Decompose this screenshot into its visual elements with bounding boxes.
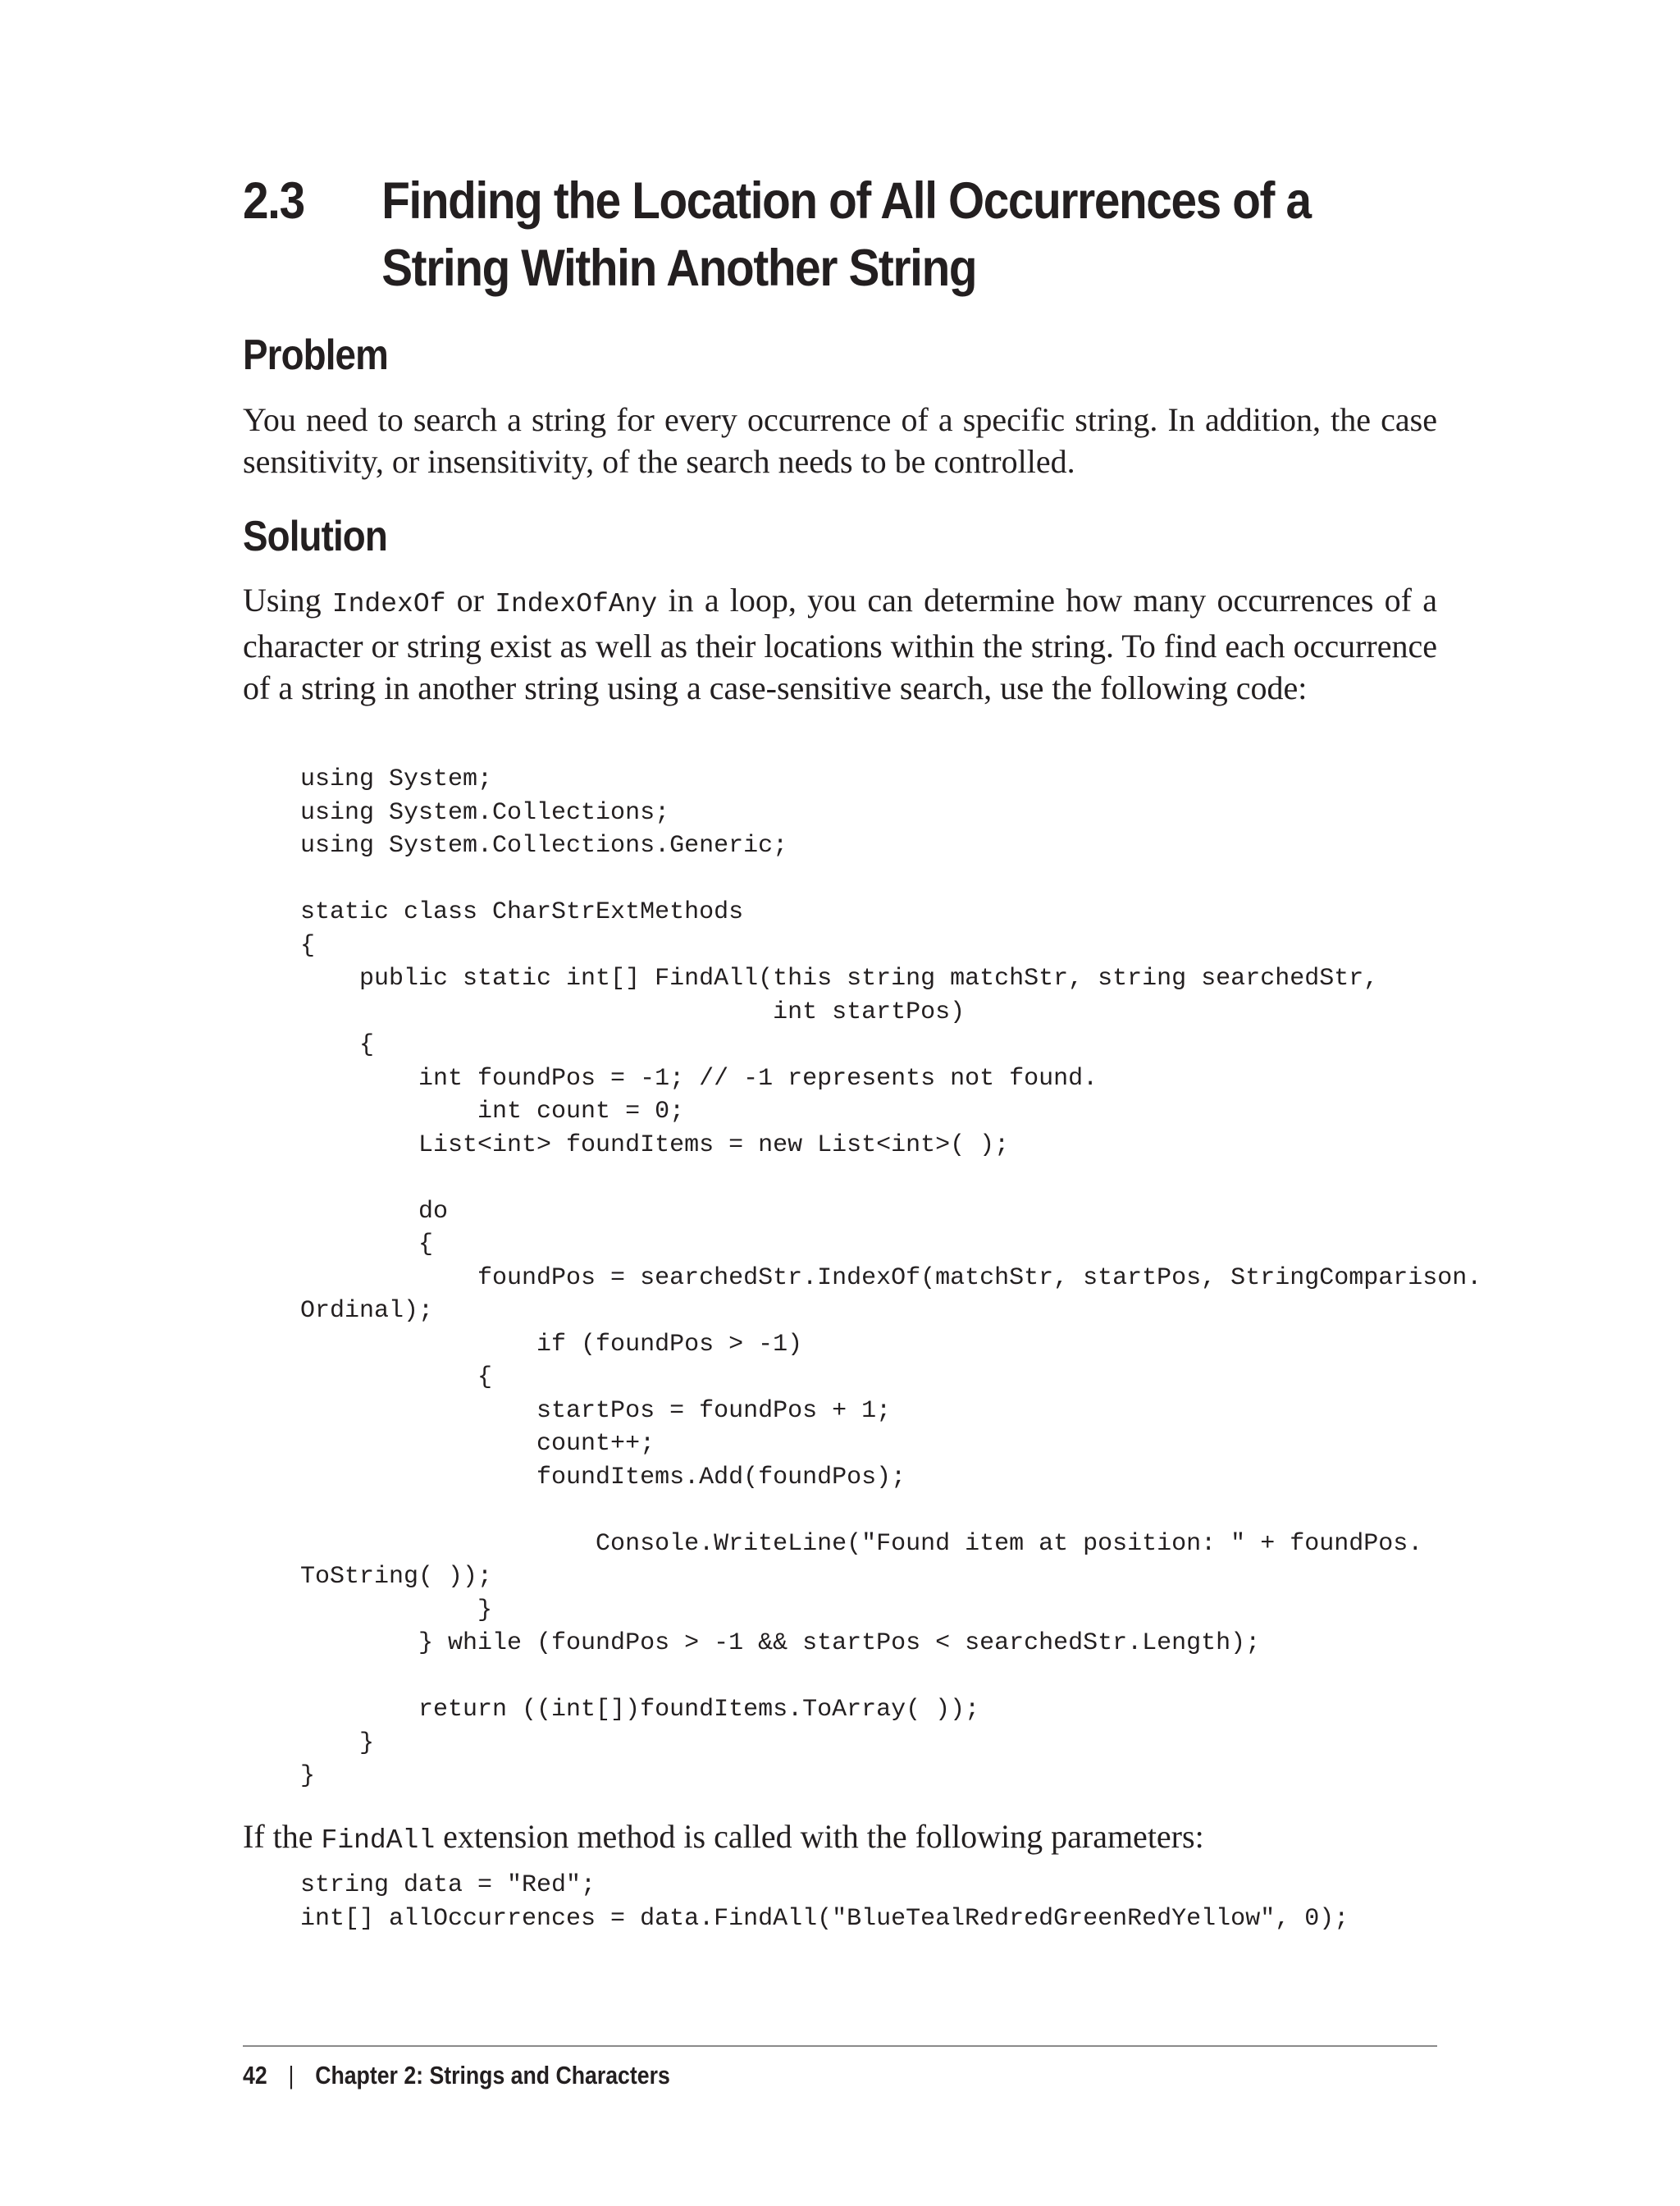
problem-heading: Problem [243,331,388,379]
page-footer [243,2059,670,2092]
footer-separator: | [288,2061,294,2090]
solution-text-3: in a loop, you can determine how many occurrences of a character or string exist as well as their locations within the string. To find each occurrence of a string in another string using a case-sensitive search, use the following code: [243,582,1437,706]
solution-text-2: or [445,582,495,619]
solution-paragraph [243,579,1437,709]
call-code-snippet: string data = "Red"; int[] allOccurrences = data.FindAll("BlueTealRedredGreenRedYellow", 0); [300,1871,1349,1933]
section-number: 2.3 [243,172,304,230]
solution-text-1: Using [243,582,332,619]
call-paragraph [243,1815,1437,1861]
inline-code-indexof: IndexOf [331,589,446,619]
inline-code-indexofany: IndexOfAny [495,589,658,619]
call-text-1: If the [243,1818,322,1855]
problem-paragraph: You need to search a string for every occurrence of a specific string. In addition, the case sensitivity, or insensitivity, of the search needs to be controlled. [243,401,1437,480]
call-text-2: extension method is called with the following parameters: [435,1818,1204,1855]
section-title: Finding the Location of All Occurrences of a String Within Another String [381,172,1311,297]
findall-code-listing: using System; using System.Collections; using System.Collections.Generic; static class CharStrExtMethods { public static int[] FindAll(this string matchStr, string searchedStr, int startPos) { int foundPos = -1; // -1 represents not found. int count = 0; List<int> foundItems = new List<int>( ); do { foundPos = searchedStr.IndexOf(matchStr, startPos, StringComparison. Ordinal); if (foundPos > -1) { startPos = foundPos + 1; count++; foundItems.Add(foundPos); Console.WriteLine("Found item at position: " + foundPos. ToString( )); } } while (foundPos > -1 && startPos < searchedStr.Length); return ((int[])foundItems.ToArray( )); } } [300,765,1482,1790]
footer-rule [243,2045,1437,2047]
chapter-title: Chapter 2: Strings and Characters [315,2061,670,2090]
page-number: 42 [243,2061,267,2090]
solution-heading: Solution [243,513,387,560]
inline-code-findall: FindAll [321,1825,436,1856]
